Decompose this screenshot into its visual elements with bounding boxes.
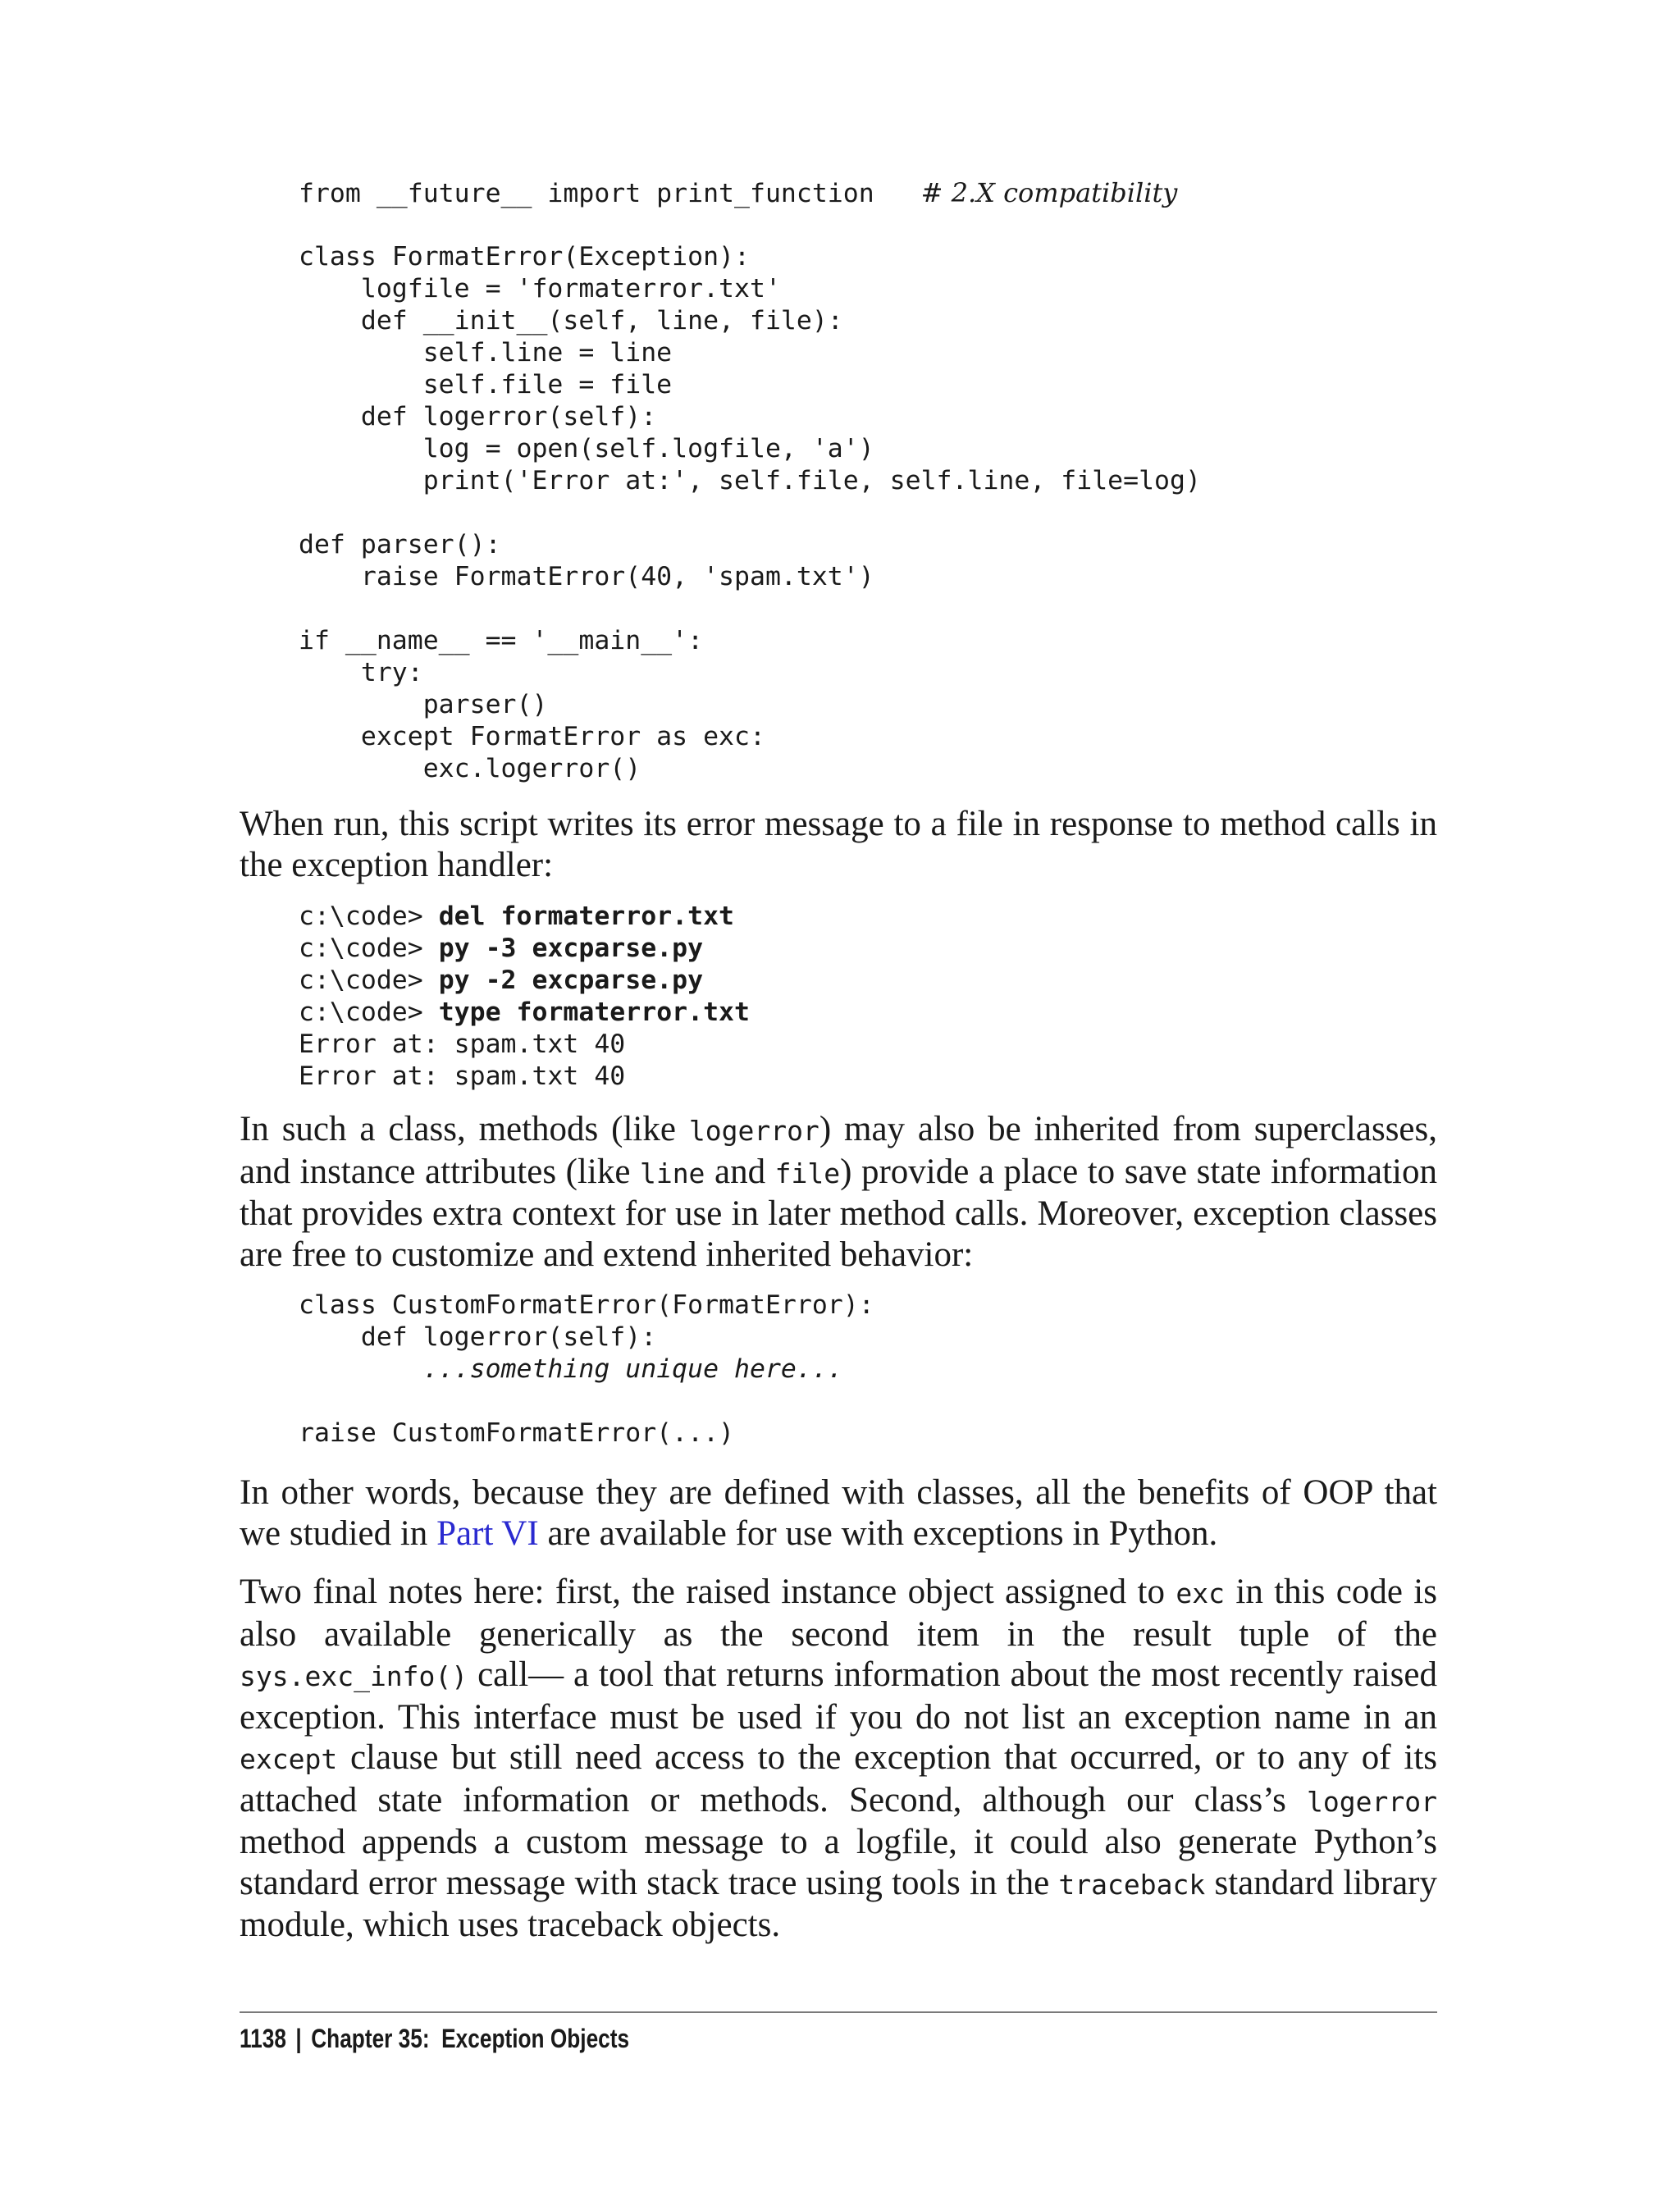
paragraph-two-final-notes: Two final notes here: first, the raised instance object assigned to exc in this code is also available generically as the second item in the result tuple of the sys.exc_info() call— a tool that returns information about the most recently raised exception. This interface must be used if you do not list an exception name in an except clause but still need access to the exception that occurred, or to any of its attached state information or methods. Second, although our class’s logerror method appends a custom message to a logfile, it could also generate Python’s standard error message with stack trace using tools in the traceback standard library module, which uses traceback objects. [240, 1573, 1437, 1944]
code-line [299, 177, 1201, 209]
code-line: class CustomFormatError(FormatError): [299, 1290, 874, 1320]
console-output: Error at: spam.txt 40 [299, 1061, 626, 1091]
code-line: except FormatError as exc: [299, 722, 765, 751]
code-line: print('Error at:', self.file, self.line, file=log) [299, 466, 1201, 495]
code-line: raise CustomFormatError(...) [299, 1418, 735, 1448]
inline-code: traceback [1058, 1868, 1206, 1901]
code-line: def parser(): [299, 530, 501, 559]
code-line: logfile = 'formaterror.txt' [299, 274, 781, 304]
code-line [299, 1354, 874, 1386]
code-listing-format-error [299, 177, 1201, 785]
console-command: py -2 excparse.py [438, 966, 704, 995]
console-line: c:\code> del formaterror.txt [299, 902, 735, 931]
code-line: log = open(self.logfile, 'a') [299, 434, 874, 463]
code-line: try: [299, 658, 423, 687]
code-line: def __init__(self, line, file): [299, 306, 843, 336]
code-line: def logerror(self): [299, 1322, 657, 1352]
inline-code: exc [1176, 1577, 1225, 1609]
page-footer [240, 2020, 629, 2057]
chapter-title: Chapter 35: Exception Objects [311, 2024, 630, 2053]
inline-code: except [240, 1743, 338, 1775]
paragraph-when-run: When run, this script writes its error message to a file in response to method calls in the exception handler: [240, 805, 1437, 884]
paragraph-in-other-words: In other words, because they are defined with classes, all the benefits of OOP that we studied in Part VI are available for use with exceptions in Python. [240, 1473, 1437, 1553]
inline-code: file [774, 1157, 841, 1189]
inline-code: line [639, 1157, 705, 1189]
code-text: from __future__ import print_function [299, 179, 921, 208]
console-command: type formaterror.txt [438, 998, 750, 1027]
console-listing [299, 901, 750, 1093]
code-listing-custom-error [299, 1290, 874, 1449]
code-placeholder: ...something unique here... [422, 1354, 843, 1384]
console-line: c:\code> type formaterror.txt [299, 998, 750, 1027]
code-line: self.line = line [299, 338, 673, 368]
part-vi-link[interactable]: Part VI [436, 1513, 539, 1553]
code-comment: # 2.X compatibility [920, 177, 1178, 208]
inline-code: logerror [688, 1115, 819, 1147]
code-line: parser() [299, 690, 548, 719]
console-line: c:\code> py -2 excparse.py [299, 966, 704, 995]
console-line: c:\code> py -3 excparse.py [299, 934, 704, 963]
code-line: if __name__ == '__main__': [299, 626, 704, 655]
console-command: py -3 excparse.py [438, 934, 704, 963]
console-command: del formaterror.txt [438, 902, 735, 931]
console-output: Error at: spam.txt 40 [299, 1029, 626, 1059]
code-line: def logerror(self): [299, 402, 657, 431]
paragraph-such-a-class: In such a class, methods (like logerror) may also be inherited from superclasses, and instance attributes (like line and file) provide a place to save state information that provides extra context for use in later method calls. Moreover, exception classes are free to customize and extend inherited behavior: [240, 1110, 1438, 1274]
code-line: exc.logerror() [299, 754, 641, 783]
inline-code: sys.exc_info() [240, 1660, 468, 1692]
code-line: raise FormatError(40, 'spam.txt') [299, 562, 874, 591]
page-number: 1138 [240, 2024, 286, 2053]
inline-code: logerror [1307, 1785, 1437, 1818]
code-line: class FormatError(Exception): [299, 242, 750, 272]
code-line: self.file = file [299, 370, 673, 399]
footer-divider [240, 2011, 1437, 2013]
footer-separator: | [295, 2024, 302, 2053]
